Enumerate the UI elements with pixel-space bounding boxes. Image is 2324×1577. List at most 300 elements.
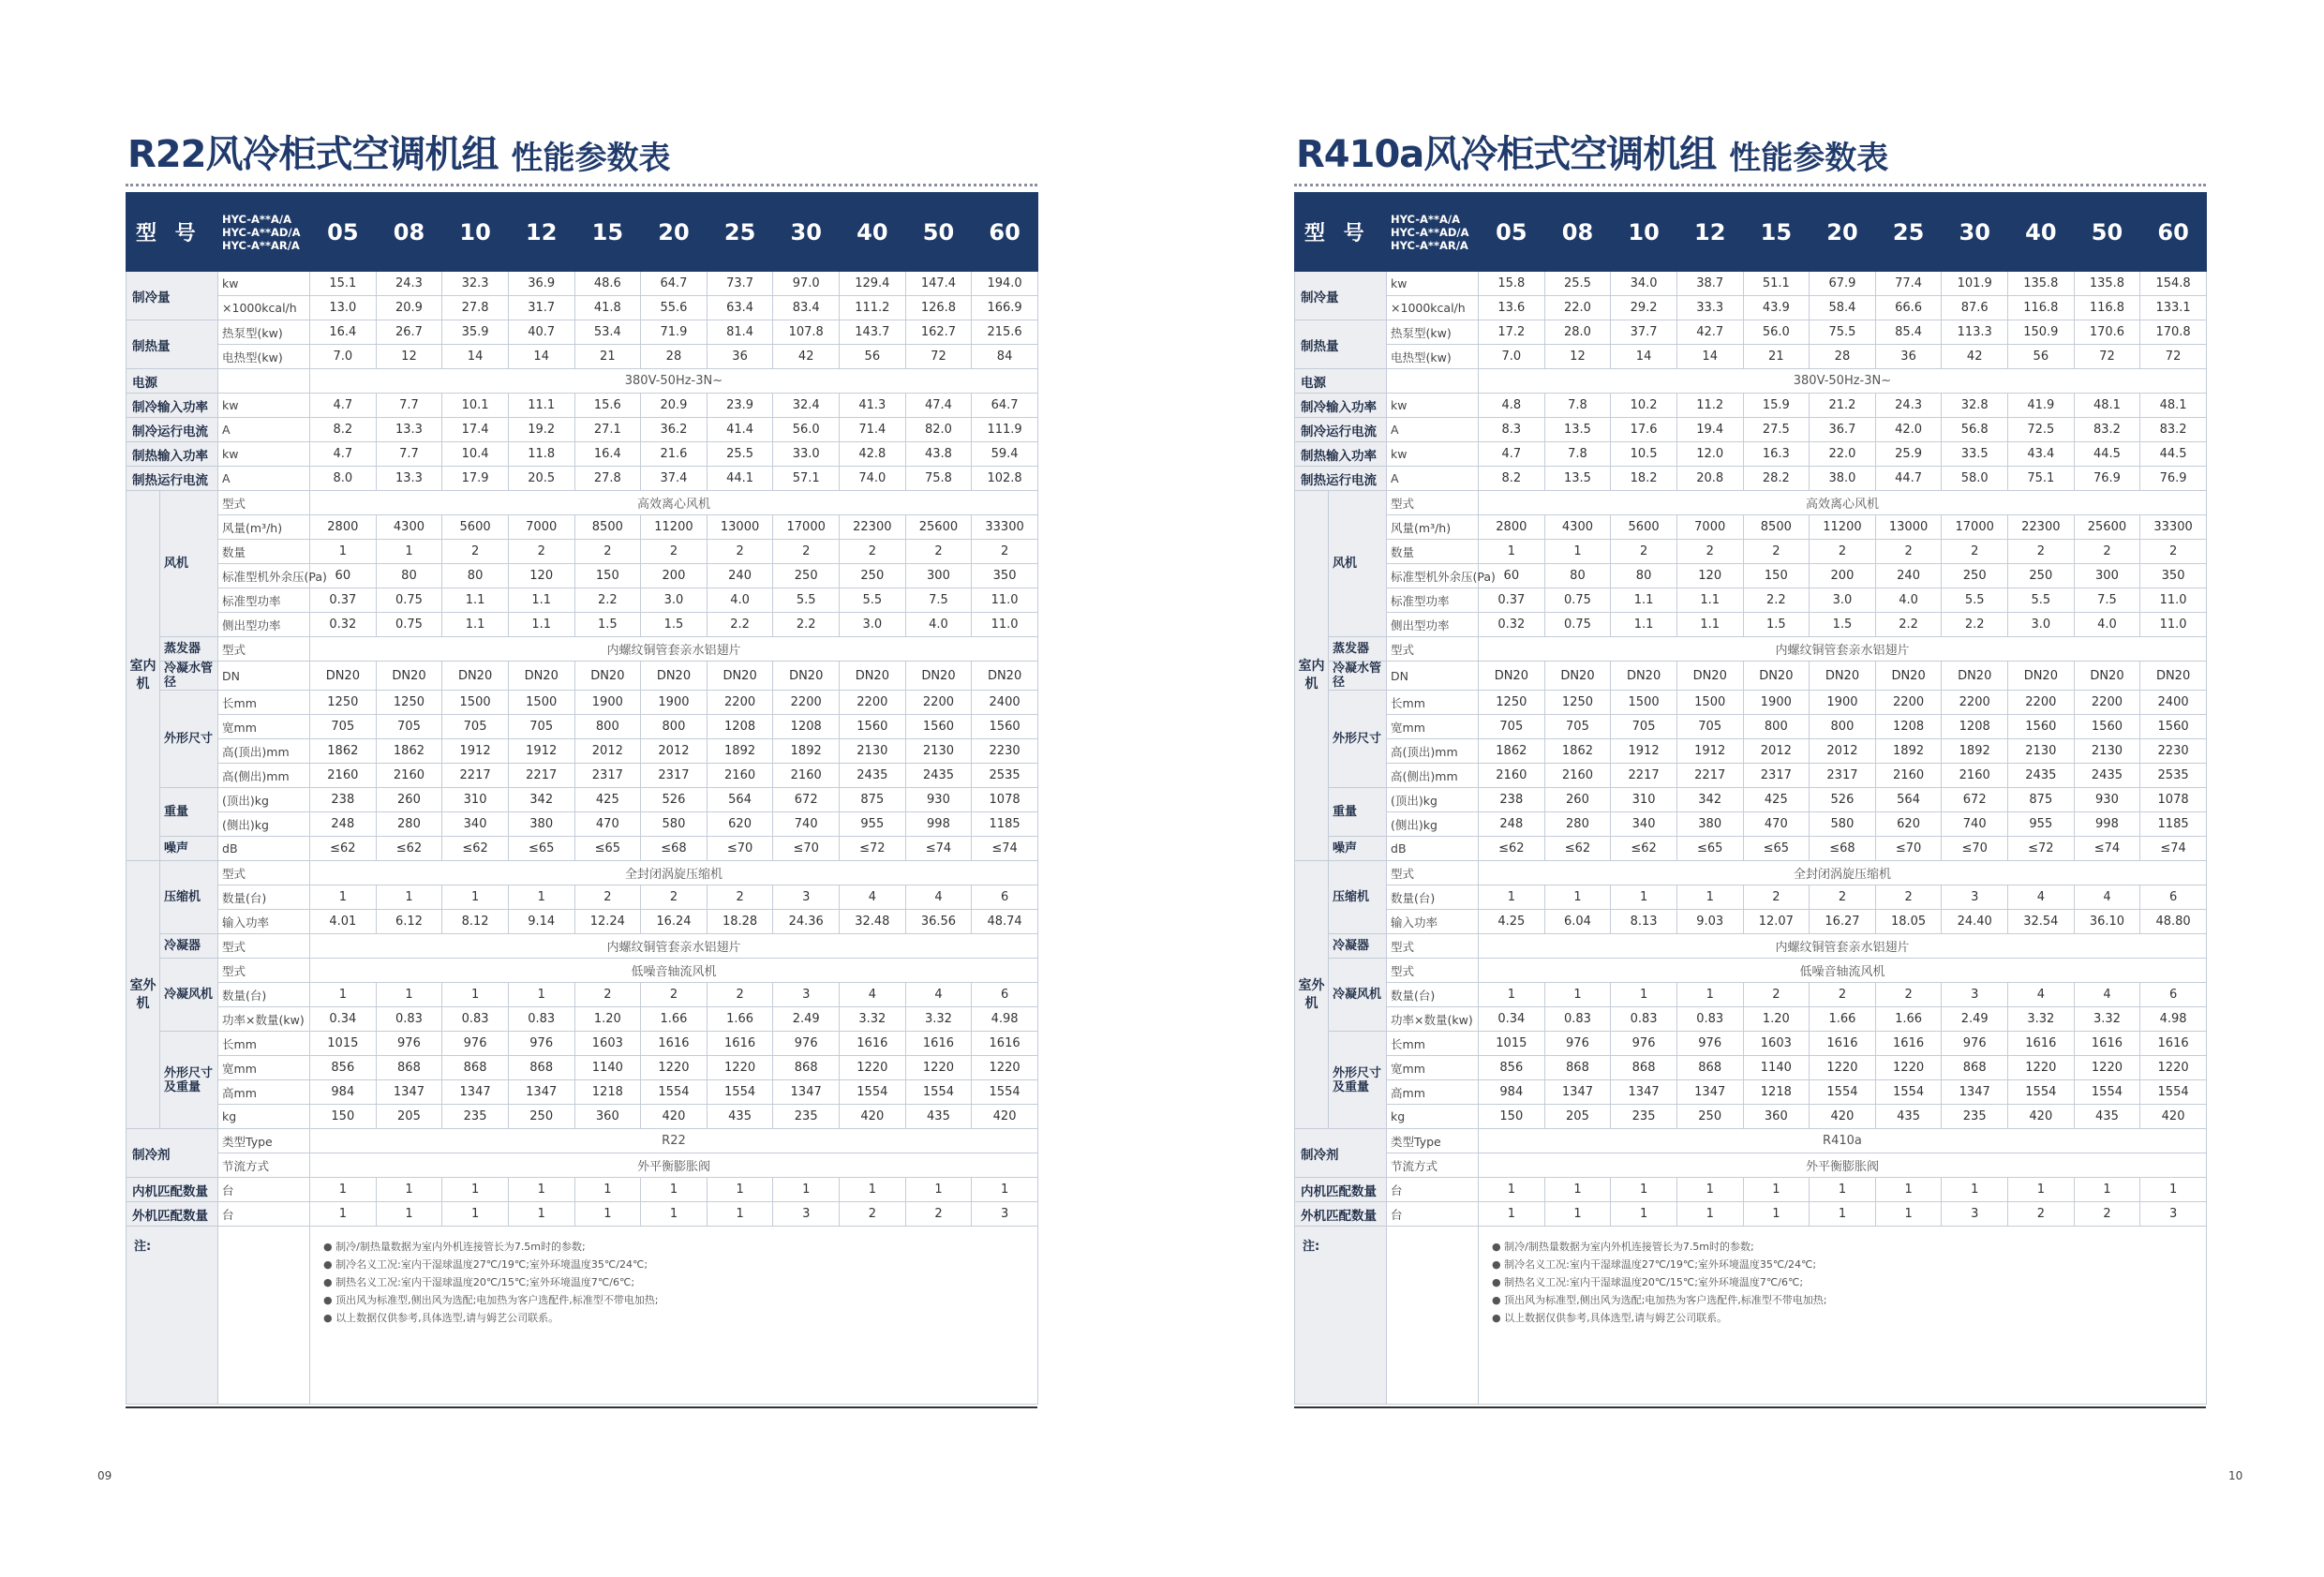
header-model-40: 40 [2008,193,2075,272]
header-model-08: 08 [1544,193,1611,272]
table-cell: 526 [641,788,708,812]
row-group-label: 室外机 [1295,861,1329,1129]
table-cell: 340 [1611,812,1677,837]
row-unit-label: 高(顶出)mm [218,739,310,764]
table-cell: DN20 [1743,662,1810,691]
table-cell: DN20 [1875,662,1942,691]
table-cell: 564 [1875,788,1942,812]
table-cell: 0.34 [310,1007,377,1032]
row-unit-label: A [218,418,310,442]
table-cell: 248 [310,812,377,837]
table-cell: 1 [707,1178,773,1202]
table-cell: 25.5 [1544,272,1611,296]
table-cell: 800 [641,715,708,739]
table-cell: 67.9 [1810,272,1876,296]
table-cell: 3 [972,1202,1038,1227]
table-cell: 32.4 [773,394,840,418]
table-row [127,764,1038,788]
table-cell: 18.2 [1611,467,1677,491]
table-cell: 7.5 [2074,588,2140,613]
row-merged-value: 内螺纹铜管套亲水铝翅片 [310,637,1038,662]
table-cell: 16.4 [310,320,377,345]
table-cell: 3 [773,885,840,910]
row-group-label: 内机匹配数量 [127,1178,218,1202]
table-cell: 56.8 [1942,418,2008,442]
table-cell: 1218 [574,1080,641,1105]
table-cell: 3 [1942,1202,2008,1227]
table-row [127,369,1038,394]
table-cell: 580 [1810,812,1876,837]
table-cell: 1500 [1676,691,1743,715]
row-group-label: 室外机 [127,861,160,1129]
table-cell: 55.6 [641,296,708,320]
note-line: ● 顶出风为标准型,侧出风为选配;电加热为客户选配件,标准型不带电加热; [1492,1294,1827,1306]
table-cell: 0.83 [1544,1007,1611,1032]
row-merged-value: 全封闭涡旋压缩机 [310,861,1038,885]
table-cell: 56 [840,345,906,369]
row-group-label: 外形尺寸及重量 [1329,1032,1387,1129]
table-cell: 1912 [508,739,574,764]
table-cell: ≤62 [1611,837,1677,861]
row-group-label: 制冷运行电流 [127,418,218,442]
table-cell: 240 [707,564,773,588]
table-cell: 13.5 [1544,467,1611,491]
table-cell: 4 [905,983,972,1007]
table-cell: 135.8 [2074,272,2140,296]
table-cell: 705 [376,715,442,739]
table-cell: 80 [1544,564,1611,588]
table-cell: 116.8 [2008,296,2075,320]
row-unit-label: 长mm [218,691,310,715]
table-cell: ≤62 [310,837,377,861]
row-unit-label: 输入功率 [218,910,310,934]
table-cell: 2435 [905,764,972,788]
left-title-main: R22风冷柜式空调机组 [127,133,499,176]
table-cell: 1 [1544,1178,1611,1202]
table-row [1295,467,2207,491]
table-row [1295,1080,2207,1105]
table-cell: 48.74 [972,910,1038,934]
table-cell: 1208 [1875,715,1942,739]
table-cell: 0.32 [310,613,377,637]
header-model-15: 15 [1743,193,1810,272]
table-cell: 1.5 [641,613,708,637]
table-cell: 38.0 [1810,467,1876,491]
table-cell: 2012 [1810,739,1876,764]
row-group-label: 风机 [160,491,218,637]
table-cell: 2 [2008,540,2075,564]
table-row [127,1056,1038,1080]
table-row [1295,934,2207,959]
table-cell: 955 [840,812,906,837]
table-cell: 16.4 [574,442,641,467]
table-cell: 1.66 [1875,1007,1942,1032]
table-cell: 800 [1810,715,1876,739]
table-cell: 2 [773,540,840,564]
table-row [127,320,1038,345]
table-cell: DN20 [442,662,509,691]
table-cell: 1250 [376,691,442,715]
table-cell: 21.2 [1810,394,1876,418]
table-cell: 2217 [508,764,574,788]
table-cell: 1616 [1875,1032,1942,1056]
table-cell: 1220 [840,1056,906,1080]
table-cell: 1 [1479,1202,1545,1227]
table-cell: 672 [1942,788,2008,812]
table-cell: 1900 [1743,691,1810,715]
table-cell: DN20 [1942,662,2008,691]
table-cell: 2 [1743,983,1810,1007]
table-cell: 1208 [707,715,773,739]
table-row [127,715,1038,739]
table-cell: 1 [442,1178,509,1202]
table-row [127,812,1038,837]
table-cell: ≤74 [972,837,1038,861]
table-cell: 1862 [1544,739,1611,764]
table-cell: 44.5 [2140,442,2207,467]
table-cell: 1 [1611,1178,1677,1202]
table-cell: 1208 [773,715,840,739]
table-cell: 7.0 [310,345,377,369]
table-cell: 250 [1942,564,2008,588]
table-cell: 250 [508,1105,574,1129]
table-cell: 0.37 [1479,588,1545,613]
table-cell: 20.9 [641,394,708,418]
table-cell: 1347 [508,1080,574,1105]
table-cell: 4300 [1544,515,1611,540]
left-title [126,120,1037,178]
table-cell: 1078 [2140,788,2207,812]
header-model-08: 08 [376,193,442,272]
row-merged-value: 外平衡膨胀阀 [1479,1153,2207,1178]
table-cell: 77.4 [1875,272,1942,296]
table-cell: 36.56 [905,910,972,934]
table-cell: 43.4 [2008,442,2075,467]
row-unit-label: 型式 [218,861,310,885]
table-cell: 2200 [2074,691,2140,715]
table-cell: 2 [1810,540,1876,564]
table-cell: 1560 [972,715,1038,739]
table-cell: 13000 [1875,515,1942,540]
table-cell: ≤70 [1942,837,2008,861]
table-cell: 1 [442,983,509,1007]
table-cell: 53.4 [574,320,641,345]
row-group-label: 制冷剂 [1295,1129,1387,1178]
table-cell: 1 [1544,1202,1611,1227]
table-row [127,910,1038,934]
table-cell: 470 [574,812,641,837]
table-cell: 1 [1743,1178,1810,1202]
table-cell: 42.8 [840,442,906,467]
row-unit-label: DN [218,662,310,691]
table-cell: 3 [773,1202,840,1227]
row-unit-label: 台 [218,1178,310,1202]
table-row [127,442,1038,467]
table-cell: 11.0 [972,613,1038,637]
row-group-label: 制热量 [127,320,218,369]
table-cell: 705 [1611,715,1677,739]
table-cell: 15.9 [1743,394,1810,418]
table-cell: 868 [508,1056,574,1080]
table-cell: 1 [376,1202,442,1227]
table-cell: 2012 [1743,739,1810,764]
row-unit-label: 风量(m³/h) [218,515,310,540]
table-cell: 350 [2140,564,2207,588]
table-cell: 3.32 [840,1007,906,1032]
row-group-label: 外形尺寸 [160,691,218,788]
row-group-label: 冷凝器 [1329,934,1387,959]
page-number-left: 09 [97,1469,112,1482]
row-group-label: 内机匹配数量 [1295,1178,1387,1202]
table-cell: 205 [376,1105,442,1129]
table-cell: 868 [442,1056,509,1080]
table-cell: ≤65 [1676,837,1743,861]
table-cell: DN20 [1810,662,1876,691]
table-cell: 380 [508,812,574,837]
table-cell: 8500 [574,515,641,540]
row-unit-label: kw [218,272,310,296]
table-cell: DN20 [2008,662,2075,691]
header-model-series: HYC-A**A/A HYC-A**AD/A HYC-A**AR/A [1387,193,1479,272]
row-group-label: 蒸发器 [160,637,218,662]
row-group-label: 制热运行电流 [1295,467,1387,491]
table-cell: 43.9 [1743,296,1810,320]
table-cell: 47.4 [905,394,972,418]
table-cell: DN20 [310,662,377,691]
row-unit-label: 台 [218,1202,310,1227]
table-cell: 2 [574,540,641,564]
table-cell: 75.5 [1810,320,1876,345]
table-cell: 2200 [773,691,840,715]
table-row [1295,715,2207,739]
table-cell: 16.27 [1810,910,1876,934]
row-unit-label: 数量(台) [218,885,310,910]
table-cell: 1220 [641,1056,708,1080]
table-cell: 2435 [2008,764,2075,788]
table-cell: 1 [508,885,574,910]
table-cell: 2217 [442,764,509,788]
table-row [1295,1056,2207,1080]
table-row [127,983,1038,1007]
table-cell: 3 [1942,983,2008,1007]
table-cell: 147.4 [905,272,972,296]
table-cell: 1.5 [574,613,641,637]
table-cell: 7.0 [1479,345,1545,369]
table-cell: 1250 [1544,691,1611,715]
table-cell: 705 [1544,715,1611,739]
table-cell: 1616 [641,1032,708,1056]
table-cell: 11200 [1810,515,1876,540]
table-cell: 856 [1479,1056,1545,1080]
table-cell: 240 [1875,564,1942,588]
table-cell: 83.2 [2140,418,2207,442]
row-group-label: 电源 [1295,369,1387,394]
row-unit-label: 电热型(kw) [218,345,310,369]
table-cell: 1 [1743,1202,1810,1227]
table-cell: 250 [2008,564,2075,588]
row-unit-label: 电热型(kw) [1387,345,1479,369]
table-cell: 72.5 [2008,418,2075,442]
table-cell: 235 [1942,1105,2008,1129]
table-cell: 200 [641,564,708,588]
table-cell: 13.6 [1479,296,1545,320]
table-cell: 580 [641,812,708,837]
table-cell: 1 [1479,885,1545,910]
table-cell: 2200 [840,691,906,715]
table-cell: 22.0 [1810,442,1876,467]
header-model-20: 20 [641,193,708,272]
table-row [127,691,1038,715]
table-cell: 32.8 [1942,394,2008,418]
table-cell: 310 [442,788,509,812]
table-cell: 10.1 [442,394,509,418]
table-cell: 24.3 [1875,394,1942,418]
row-unit-label: 节流方式 [218,1153,310,1178]
row-merged-value: R22 [310,1129,1038,1153]
left-panel [126,120,1037,1408]
table-cell: 56.0 [1743,320,1810,345]
notes-row [127,1227,1038,1405]
row-unit-label: 热泵型(kw) [218,320,310,345]
table-cell: 29.2 [1611,296,1677,320]
table-cell: 380 [1676,812,1743,837]
row-unit-label: DN [1387,662,1479,691]
table-cell: 420 [2140,1105,2207,1129]
table-cell: DN20 [508,662,574,691]
table-cell: 60 [310,564,377,588]
table-cell: 4 [840,983,906,1007]
table-cell: 2 [2074,1202,2140,1227]
table-cell: 1 [574,1202,641,1227]
table-cell: 2 [1942,540,2008,564]
table-cell: 1 [310,1202,377,1227]
table-cell: 1 [574,1178,641,1202]
table-cell: 10.2 [1611,394,1677,418]
table-cell: 1 [1544,540,1611,564]
row-group-label: 重量 [160,788,218,837]
table-cell: 1 [1676,983,1743,1007]
row-unit-label: 型式 [218,934,310,959]
table-cell: ≤62 [1544,837,1611,861]
table-cell: 1220 [905,1056,972,1080]
table-row [1295,691,2207,715]
table-cell: ≤65 [508,837,574,861]
table-cell: 1862 [1479,739,1545,764]
table-cell: 12.07 [1743,910,1810,934]
table-cell: 984 [1479,1080,1545,1105]
table-row [127,1129,1038,1153]
table-cell: ≤65 [1743,837,1810,861]
table-cell: 60 [1479,564,1545,588]
row-unit-label: (侧出)kg [218,812,310,837]
table-row [1295,613,2207,637]
table-cell: 800 [1743,715,1810,739]
table-cell: 13.3 [376,418,442,442]
table-cell: 1140 [1743,1056,1810,1080]
table-cell: 2160 [1942,764,2008,788]
table-cell: 33300 [972,515,1038,540]
row-unit-label: 宽mm [1387,1056,1479,1080]
table-cell: 58.0 [1942,467,2008,491]
table-cell: 32.48 [840,910,906,934]
table-cell: 133.1 [2140,296,2207,320]
table-cell: 76.9 [2074,467,2140,491]
table-cell: 1185 [972,812,1038,837]
table-cell: 2012 [641,739,708,764]
table-cell: 1.20 [1743,1007,1810,1032]
table-cell: 150 [1479,1105,1545,1129]
row-unit-label: 台 [1387,1202,1479,1227]
table-cell: 1 [442,1202,509,1227]
row-unit-label: 宽mm [218,715,310,739]
table-cell: 85.4 [1875,320,1942,345]
table-cell: 102.8 [972,467,1038,491]
table-cell: DN20 [574,662,641,691]
row-merged-value: 380V-50Hz-3N~ [310,369,1038,394]
table-cell: 260 [376,788,442,812]
table-cell: 1 [310,540,377,564]
row-unit-label: 型式 [1387,491,1479,515]
table-cell: DN20 [707,662,773,691]
table-cell: 41.8 [574,296,641,320]
table-cell: 2 [905,540,972,564]
table-cell: 435 [2074,1105,2140,1129]
table-cell: 28.0 [1544,320,1611,345]
table-cell: 48.6 [574,272,641,296]
row-unit-label: 数量(台) [218,983,310,1007]
table-cell: 150 [310,1105,377,1129]
table-cell: 7.5 [905,588,972,613]
row-group-label: 制冷输入功率 [127,394,218,418]
table-cell: 11200 [641,515,708,540]
notes-label: 注: [1295,1227,1387,1405]
table-cell: 875 [840,788,906,812]
table-cell: 24.40 [1942,910,2008,934]
note-line: ● 制冷名义工况:室内干湿球温度27℃/19℃;室外环境温度35℃/24℃; [1492,1258,1817,1271]
table-cell: 1208 [1942,715,2008,739]
table-cell: 8.12 [442,910,509,934]
table-cell: 1554 [641,1080,708,1105]
table-cell: 300 [2074,564,2140,588]
table-cell: 1 [972,1178,1038,1202]
table-cell: 1892 [707,739,773,764]
table-cell: 868 [1611,1056,1677,1080]
table-cell: 235 [442,1105,509,1129]
table-cell: DN20 [840,662,906,691]
table-cell: 2200 [2008,691,2075,715]
table-cell: 154.8 [2140,272,2207,296]
row-group-label: 冷凝器 [160,934,218,959]
table-row [127,837,1038,861]
row-group-label: 制热运行电流 [127,467,218,491]
table-cell: 1.1 [1611,588,1677,613]
row-unit-label: 宽mm [218,1056,310,1080]
table-row [1295,812,2207,837]
row-unit-label: 功率×数量(kw) [1387,1007,1479,1032]
table-row [127,1178,1038,1202]
table-cell: 11.1 [508,394,574,418]
table-cell: 215.6 [972,320,1038,345]
row-unit-label: 侧出型功率 [1387,613,1479,637]
table-cell: 1560 [2008,715,2075,739]
table-cell: 5.5 [1942,588,2008,613]
table-cell: 3.0 [2008,613,2075,637]
table-cell: 1220 [1875,1056,1942,1080]
table-cell: 2800 [1479,515,1545,540]
table-cell: 420 [840,1105,906,1129]
table-cell: 1616 [972,1032,1038,1056]
table-cell: 27.8 [442,296,509,320]
